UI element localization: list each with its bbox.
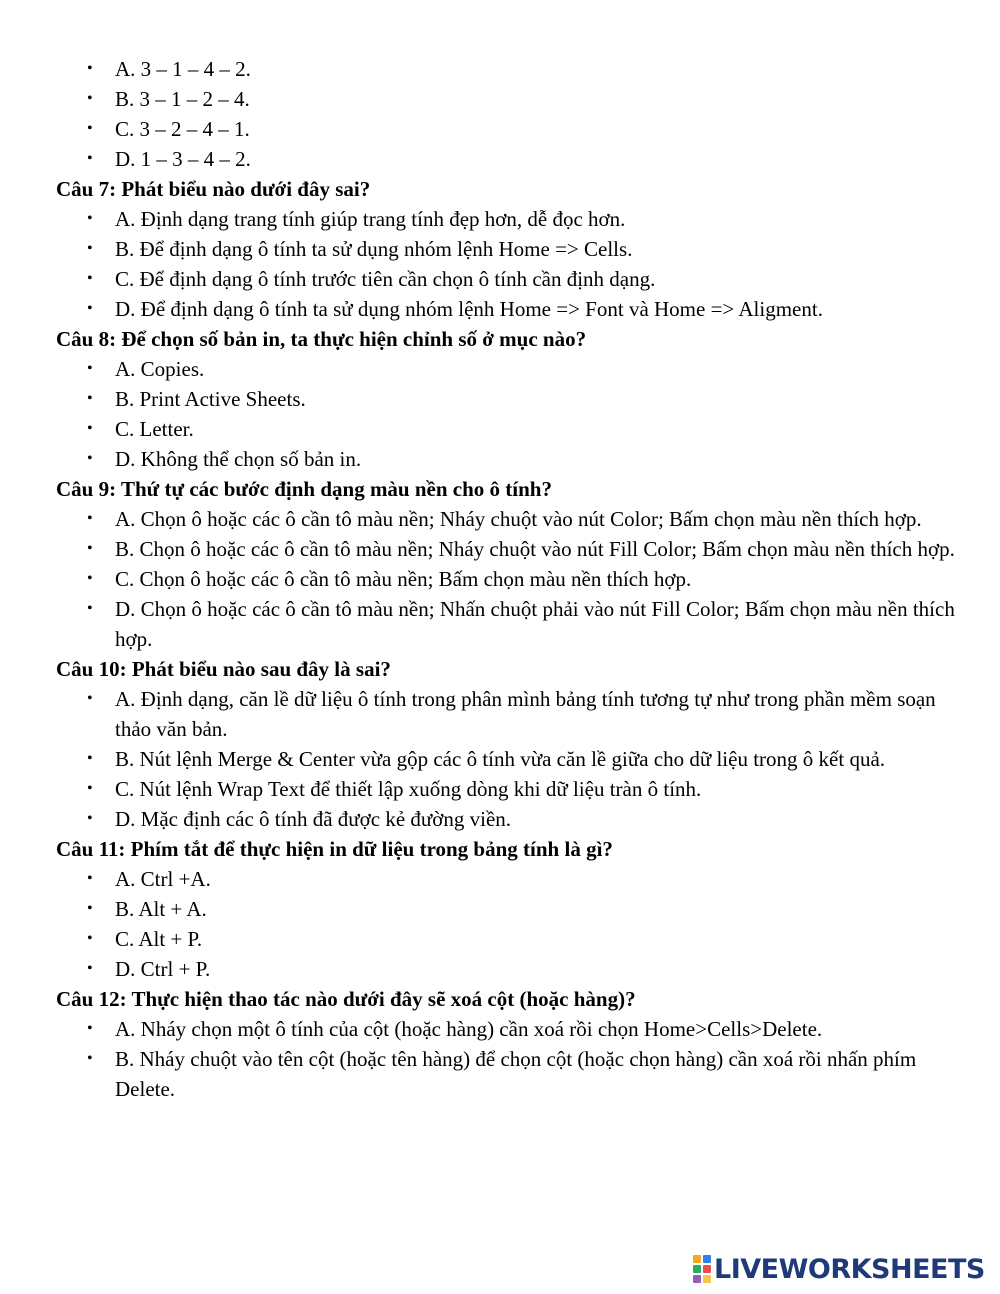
option-item: • C. Alt + P. — [56, 924, 956, 954]
option-item: • B. Alt + A. — [56, 894, 956, 924]
option-item: • D. Để định dạng ô tính ta sử dụng nhóm lệnh Home => Font và Home => Aligment. — [56, 294, 956, 324]
option-item: • C. Nút lệnh Wrap Text để thiết lập xuống dòng khi dữ liệu tràn ô tính. — [56, 774, 956, 804]
logo-square — [703, 1275, 711, 1283]
option-list — [56, 54, 956, 174]
logo-square — [693, 1255, 701, 1263]
question-title: Câu 10: Phát biểu nào sau đây là sai? — [56, 657, 391, 681]
question-list — [56, 54, 956, 1104]
option-item: • A. Định dạng, căn lề dữ liệu ô tính trong phân mình bảng tính tương tự như trong phần mềm soạn thảo văn bản. — [56, 684, 956, 744]
logo-mark-icon — [693, 1255, 711, 1283]
option-item: • A. 3 – 1 – 4 – 2. — [56, 54, 956, 84]
option-item: • B. Chọn ô hoặc các ô cần tô màu nền; Nháy chuột vào nút Fill Color; Bấm chọn màu nền thích hợp. — [56, 534, 956, 564]
option-item: • D. 1 – 3 – 4 – 2. — [56, 144, 956, 174]
option-list — [56, 354, 956, 474]
option-item: • C. Letter. — [56, 414, 956, 444]
liveworksheets-logo — [693, 1252, 985, 1286]
option-item: • A. Định dạng trang tính giúp trang tính đẹp hơn, dễ đọc hơn. — [56, 204, 956, 234]
logo-square — [703, 1265, 711, 1273]
option-list — [56, 1014, 956, 1104]
option-item: • B. Nháy chuột vào tên cột (hoặc tên hàng) để chọn cột (hoặc chọn hàng) cần xoá rồi nhấn phím Delete. — [56, 1044, 956, 1104]
option-item: • B. Print Active Sheets. — [56, 384, 956, 414]
logo-text: LIVEWORKSHEETS — [714, 1253, 985, 1285]
option-item: • A. Chọn ô hoặc các ô cần tô màu nền; Nháy chuột vào nút Color; Bấm chọn màu nền thích hợp. — [56, 504, 956, 534]
option-item: • C. Chọn ô hoặc các ô cần tô màu nền; Bấm chọn màu nền thích hợp. — [56, 564, 956, 594]
option-item: • D. Không thể chọn số bản in. — [56, 444, 956, 474]
option-list — [56, 864, 956, 984]
option-list — [56, 684, 956, 834]
option-item: • D. Mặc định các ô tính đã được kẻ đường viền. — [56, 804, 956, 834]
option-list — [56, 504, 956, 654]
question-title: Câu 11: Phím tắt để thực hiện in dữ liệu trong bảng tính là gì? — [56, 837, 613, 861]
option-item: • D. Chọn ô hoặc các ô cần tô màu nền; Nhấn chuột phải vào nút Fill Color; Bấm chọn màu nền thích hợp. — [56, 594, 956, 654]
option-item: • B. Để định dạng ô tính ta sử dụng nhóm lệnh Home => Cells. — [56, 234, 956, 264]
option-item: • B. Nút lệnh Merge & Center vừa gộp các ô tính vừa căn lề giữa cho dữ liệu trong ô kết quả. — [56, 744, 956, 774]
question-title: Câu 12: Thực hiện thao tác nào dưới đây sẽ xoá cột (hoặc hàng)? — [56, 987, 636, 1011]
logo-square — [693, 1265, 701, 1273]
option-item: • A. Copies. — [56, 354, 956, 384]
option-item: • A. Nháy chọn một ô tính của cột (hoặc hàng) cần xoá rồi chọn Home>Cells>Delete. — [56, 1014, 956, 1044]
option-list — [56, 204, 956, 324]
option-item: • C. 3 – 2 – 4 – 1. — [56, 114, 956, 144]
logo-square — [703, 1255, 711, 1263]
logo-square — [693, 1275, 701, 1283]
option-item: • A. Ctrl +A. — [56, 864, 956, 894]
question-title: Câu 8: Để chọn số bản in, ta thực hiện chỉnh số ở mục nào? — [56, 327, 587, 351]
question-title: Câu 9: Thứ tự các bước định dạng màu nền cho ô tính? — [56, 477, 552, 501]
option-item: • D. Ctrl + P. — [56, 954, 956, 984]
option-item: • C. Để định dạng ô tính trước tiên cần chọn ô tính cần định dạng. — [56, 264, 956, 294]
option-item: • B. 3 – 1 – 2 – 4. — [56, 84, 956, 114]
question-title: Câu 7: Phát biểu nào dưới đây sai? — [56, 177, 371, 201]
